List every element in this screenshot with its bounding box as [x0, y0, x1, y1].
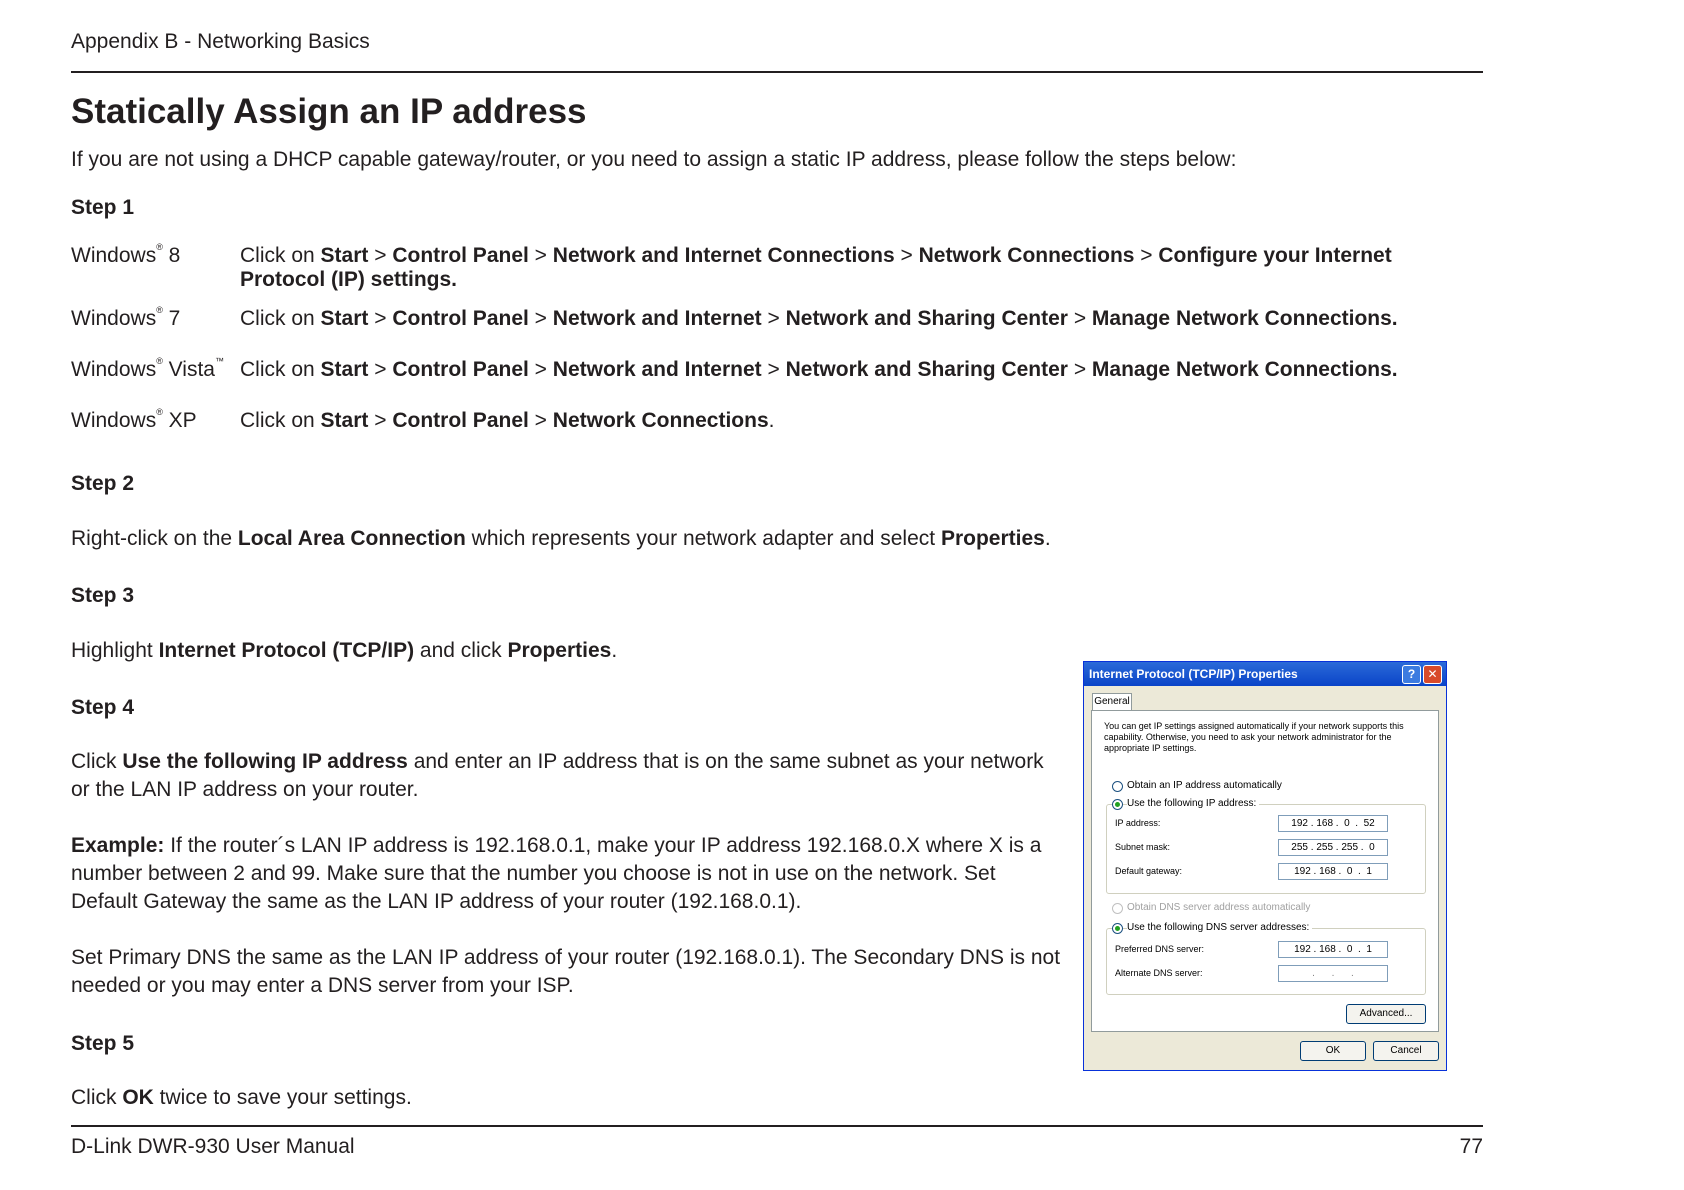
alternate-dns-input[interactable]: . . .: [1278, 965, 1388, 982]
ip-address-input[interactable]: 192 . 168 . 0 . 52: [1278, 815, 1388, 832]
obtain-ip-radio[interactable]: [1112, 781, 1123, 792]
subnet-mask-label: Subnet mask:: [1115, 842, 1171, 852]
dns-group: [1106, 928, 1426, 995]
tcpip-properties-dialog: [1083, 661, 1447, 1071]
preferred-dns-label: Preferred DNS server:: [1115, 944, 1205, 954]
header-rule: [71, 71, 1483, 73]
tab-general[interactable]: General: [1092, 693, 1132, 711]
step2-label: Step 2: [71, 472, 135, 495]
step4-example: Example: If the router´s LAN IP address is 192.168.0.1, make your IP address 192.168.0.X where X is a number between 2 and 99. Make sure that the number you choose is not in use on the network. Set Default Gateway the same as the LAN IP address of your router (192.168.0.1).: [71, 834, 1042, 913]
page-number: 77: [1459, 1135, 1483, 1158]
footer-manual-name: D-Link DWR-930 User Manual: [71, 1135, 355, 1158]
cancel-button[interactable]: Cancel: [1373, 1041, 1439, 1061]
help-icon[interactable]: ?: [1402, 665, 1421, 684]
step3-text: Highlight Internet Protocol (TCP/IP) and click Properties.: [71, 639, 618, 662]
step4-para1: Click Use the following IP address and enter an IP address that is on the same subnet as your network or the LAN IP address on your router.: [71, 750, 1044, 801]
step3-label: Step 3: [71, 584, 135, 607]
ip-address-label: IP address:: [1115, 818, 1161, 828]
use-dns-label: Use the following DNS server addresses:: [1127, 922, 1312, 933]
dialog-titlebar: [1084, 662, 1446, 686]
instr-win8: Click on Start > Control Panel > Network and Internet Connections > Network Connections > Configure your Internet Protocol (IP) settings.: [240, 244, 1392, 291]
subnet-mask-input[interactable]: 255 . 255 . 255 . 0: [1278, 839, 1388, 856]
dialog-title: Internet Protocol (TCP/IP) Properties: [1089, 667, 1298, 681]
instr-win7: Click on Start > Control Panel > Network and Internet > Network and Sharing Center > Manage Network Connections.: [240, 307, 1398, 330]
close-icon[interactable]: ✕: [1423, 665, 1442, 684]
os-xp: Windows® XP: [71, 407, 197, 432]
step2-text: Right-click on the Local Area Connection which represents your network adapter and select Properties.: [71, 527, 1051, 550]
running-header: Appendix B - Networking Basics: [71, 30, 370, 53]
page-title: Statically Assign an IP address: [71, 92, 587, 131]
os-win7: Windows® 7: [71, 305, 181, 330]
default-gateway-input[interactable]: 192 . 168 . 0 . 1: [1278, 863, 1388, 880]
step5-label: Step 5: [71, 1032, 135, 1055]
use-ip-radio[interactable]: [1112, 799, 1123, 810]
os-vista: Windows® Vista™: [71, 356, 224, 381]
use-ip-label: Use the following IP address:: [1127, 798, 1259, 809]
use-dns-radio[interactable]: [1112, 923, 1123, 934]
advanced-button[interactable]: Advanced...: [1346, 1004, 1426, 1024]
obtain-dns-radio[interactable]: [1112, 903, 1123, 914]
instr-xp: Click on Start > Control Panel > Network Connections.: [240, 409, 775, 432]
default-gateway-label: Default gateway:: [1115, 866, 1183, 876]
preferred-dns-input[interactable]: 192 . 168 . 0 . 1: [1278, 941, 1388, 958]
dialog-description: You can get IP settings assigned automatically if your network supports this capability. Otherwise, you need to ask your network administrator for the appropriate IP settings.: [1104, 721, 1404, 753]
intro-text: If you are not using a DHCP capable gateway/router, or you need to assign a static IP address, please follow the steps below:: [71, 148, 1237, 171]
step5-text: Click OK twice to save your settings.: [71, 1086, 412, 1109]
obtain-dns-label: Obtain DNS server address automatically: [1127, 902, 1311, 913]
step1-label: Step 1: [71, 196, 135, 219]
instr-vista: Click on Start > Control Panel > Network and Internet > Network and Sharing Center > Manage Network Connections.: [240, 358, 1398, 381]
alternate-dns-label: Alternate DNS server:: [1115, 968, 1203, 978]
obtain-ip-label: Obtain an IP address automatically: [1127, 780, 1282, 791]
footer-rule: [71, 1125, 1483, 1127]
general-panel: [1091, 710, 1439, 1032]
step4-dns-para: Set Primary DNS the same as the LAN IP address of your router (192.168.0.1). The Secondary DNS is not needed or you may enter a DNS server from your ISP.: [71, 946, 1061, 997]
ok-button[interactable]: OK: [1300, 1041, 1366, 1061]
os-win8: Windows® 8: [71, 242, 181, 267]
step4-label: Step 4: [71, 696, 135, 719]
